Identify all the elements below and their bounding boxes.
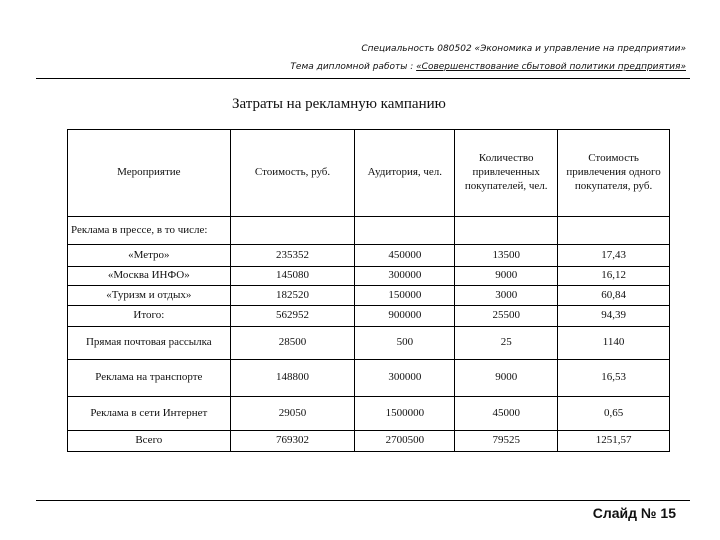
cell-value: 9000 bbox=[455, 267, 558, 286]
table-row bbox=[68, 267, 670, 286]
table-row bbox=[68, 327, 670, 360]
column-header: Мероприятие bbox=[68, 130, 231, 217]
cell-value: 300000 bbox=[355, 267, 455, 286]
cell-value: 769302 bbox=[230, 431, 355, 452]
cell-value: 1251,57 bbox=[558, 431, 670, 452]
row-label: Реклама в сети Интернет bbox=[68, 397, 231, 431]
cell-value: 145080 bbox=[230, 267, 355, 286]
cost-table bbox=[67, 129, 670, 452]
cell-value: 235352 bbox=[230, 245, 355, 267]
cell-value: 25500 bbox=[455, 306, 558, 327]
cell-value: 60,84 bbox=[558, 286, 670, 306]
cell-value: 29050 bbox=[230, 397, 355, 431]
table-row bbox=[68, 245, 670, 267]
column-header: Стоимость, руб. bbox=[230, 130, 355, 217]
cell-value: 25 bbox=[455, 327, 558, 360]
table-row bbox=[68, 397, 670, 431]
cell-value: 79525 bbox=[455, 431, 558, 452]
page-title: Затраты на рекламную кампанию bbox=[232, 96, 446, 112]
table-row bbox=[68, 306, 670, 327]
cell-value: 1140 bbox=[558, 327, 670, 360]
thesis-label: Тема дипломной работы : bbox=[290, 62, 417, 72]
row-label: Итого: bbox=[68, 306, 231, 327]
cell-value: 148800 bbox=[230, 360, 355, 397]
column-header: Стоимость привлечения одного покупателя, руб. bbox=[558, 130, 670, 217]
cell-value: 17,43 bbox=[558, 245, 670, 267]
cell-value: 562952 bbox=[230, 306, 355, 327]
table-row bbox=[68, 360, 670, 397]
cell-value: 28500 bbox=[230, 327, 355, 360]
cell-value: 3000 bbox=[455, 286, 558, 306]
specialty-line: Специальность 080502 «Экономика и управление на предприятии» bbox=[361, 44, 686, 54]
footer-divider bbox=[36, 500, 690, 501]
table-header-row bbox=[68, 130, 670, 217]
thesis-line bbox=[290, 62, 686, 72]
cell-value: 13500 bbox=[455, 245, 558, 267]
cell-value: 45000 bbox=[455, 397, 558, 431]
table-row bbox=[68, 286, 670, 306]
cell-value: 2700500 bbox=[355, 431, 455, 452]
cell-value: 450000 bbox=[355, 245, 455, 267]
row-label: «Метро» bbox=[68, 245, 231, 267]
row-label: Прямая почтовая рассылка bbox=[68, 327, 231, 360]
row-label: Всего bbox=[68, 431, 231, 452]
cell-value: 1500000 bbox=[355, 397, 455, 431]
cell-value: 500 bbox=[355, 327, 455, 360]
cell-value: 150000 bbox=[355, 286, 455, 306]
section-label: Реклама в прессе, в то числе: bbox=[68, 217, 231, 245]
cell-value: 16,12 bbox=[558, 267, 670, 286]
header-divider bbox=[36, 78, 690, 79]
cell-value: 900000 bbox=[355, 306, 455, 327]
section-row bbox=[68, 217, 670, 245]
slide-number: Слайд № 15 bbox=[592, 505, 676, 521]
cell-value: 9000 bbox=[455, 360, 558, 397]
row-label: «Туризм и отдых» bbox=[68, 286, 231, 306]
cell-value: 0,65 bbox=[558, 397, 670, 431]
thesis-topic: «Совершенствование сбытовой политики предприятия» bbox=[416, 62, 686, 72]
cell-value: 16,53 bbox=[558, 360, 670, 397]
cell-value: 182520 bbox=[230, 286, 355, 306]
cell-value: 300000 bbox=[355, 360, 455, 397]
row-label: Реклама на транспорте bbox=[68, 360, 231, 397]
cell-value: 94,39 bbox=[558, 306, 670, 327]
row-label: «Москва ИНФО» bbox=[68, 267, 231, 286]
column-header: Количество привлеченных покупателей, чел. bbox=[455, 130, 558, 217]
column-header: Аудитория, чел. bbox=[355, 130, 455, 217]
table-row bbox=[68, 431, 670, 452]
